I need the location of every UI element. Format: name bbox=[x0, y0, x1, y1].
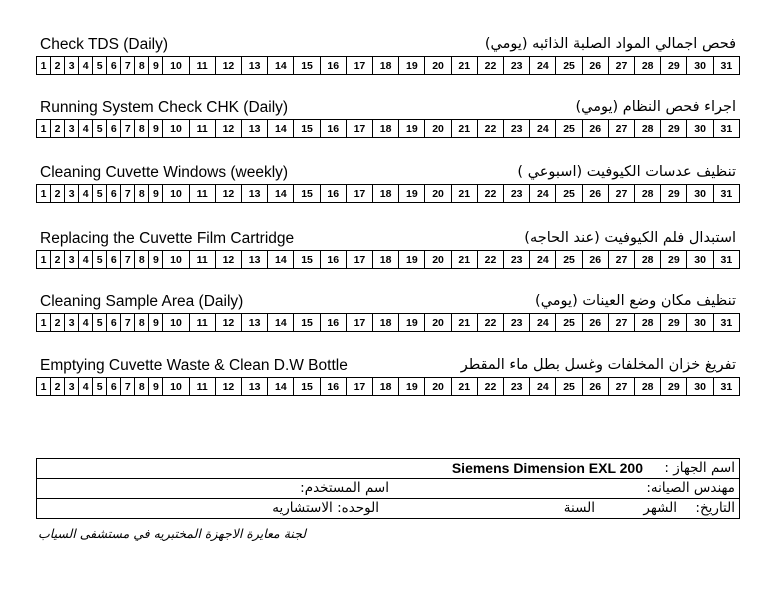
day-cell[interactable]: 23 bbox=[504, 378, 530, 396]
day-cell[interactable]: 13 bbox=[242, 185, 268, 203]
day-cell[interactable]: 14 bbox=[268, 57, 294, 75]
day-cell[interactable]: 22 bbox=[477, 120, 503, 138]
day-cell[interactable]: 30 bbox=[687, 314, 713, 332]
day-cell[interactable]: 24 bbox=[530, 251, 556, 269]
day-cell[interactable]: 4 bbox=[79, 120, 93, 138]
day-cell[interactable]: 6 bbox=[107, 57, 121, 75]
day-cell[interactable]: 28 bbox=[635, 378, 661, 396]
section-title-arabic: تنظيف مكان وضع العينات (يومي) bbox=[535, 293, 736, 309]
day-cell[interactable]: 31 bbox=[713, 57, 739, 75]
day-cell[interactable]: 4 bbox=[79, 185, 93, 203]
day-cell[interactable]: 14 bbox=[268, 314, 294, 332]
day-cell[interactable]: 1 bbox=[37, 251, 51, 269]
day-cell[interactable]: 8 bbox=[135, 120, 149, 138]
day-cell[interactable]: 26 bbox=[582, 120, 608, 138]
day-cell[interactable]: 17 bbox=[346, 251, 372, 269]
unit-label: الوحده: الاستشاريه bbox=[272, 500, 379, 516]
day-cell[interactable]: 29 bbox=[661, 378, 687, 396]
day-cell[interactable]: 12 bbox=[215, 120, 241, 138]
day-cell[interactable]: 13 bbox=[242, 378, 268, 396]
day-cell[interactable]: 19 bbox=[399, 120, 425, 138]
day-grid bbox=[36, 250, 740, 269]
day-cell[interactable]: 10 bbox=[163, 378, 189, 396]
day-cell[interactable]: 17 bbox=[346, 378, 372, 396]
section-header bbox=[36, 34, 740, 56]
day-cell[interactable]: 8 bbox=[135, 185, 149, 203]
day-cell[interactable]: 25 bbox=[556, 314, 582, 332]
day-cell[interactable]: 12 bbox=[215, 185, 241, 203]
day-cell[interactable]: 18 bbox=[373, 120, 399, 138]
checklist-section bbox=[36, 291, 740, 332]
day-cell[interactable]: 30 bbox=[687, 251, 713, 269]
day-cell[interactable]: 9 bbox=[149, 314, 163, 332]
day-cell[interactable]: 29 bbox=[661, 120, 687, 138]
day-cell[interactable]: 19 bbox=[399, 378, 425, 396]
day-cell[interactable]: 13 bbox=[242, 57, 268, 75]
checklist-section bbox=[36, 34, 740, 75]
checklist-section bbox=[36, 97, 740, 138]
day-cell[interactable]: 16 bbox=[320, 251, 346, 269]
day-cell[interactable]: 21 bbox=[451, 314, 477, 332]
day-cell[interactable]: 16 bbox=[320, 314, 346, 332]
day-row bbox=[37, 378, 740, 396]
section-title-english: Running System Check CHK (Daily) bbox=[40, 99, 289, 116]
day-row bbox=[37, 314, 740, 332]
day-cell[interactable]: 2 bbox=[51, 378, 65, 396]
section-title-english: Replacing the Cuvette Film Cartridge bbox=[40, 230, 295, 247]
day-cell[interactable]: 15 bbox=[294, 120, 320, 138]
day-cell[interactable]: 3 bbox=[65, 120, 79, 138]
day-cell[interactable]: 16 bbox=[320, 185, 346, 203]
day-cell[interactable]: 21 bbox=[451, 120, 477, 138]
day-cell[interactable]: 25 bbox=[556, 378, 582, 396]
day-cell[interactable]: 23 bbox=[504, 185, 530, 203]
day-cell[interactable]: 2 bbox=[51, 120, 65, 138]
day-cell[interactable]: 26 bbox=[582, 251, 608, 269]
day-cell[interactable]: 27 bbox=[608, 185, 634, 203]
day-cell[interactable]: 18 bbox=[373, 185, 399, 203]
section-title-english: Cleaning Sample Area (Daily) bbox=[40, 293, 244, 310]
day-cell[interactable]: 10 bbox=[163, 251, 189, 269]
day-cell[interactable]: 7 bbox=[121, 57, 135, 75]
day-cell[interactable]: 5 bbox=[93, 314, 107, 332]
section-header bbox=[36, 97, 740, 119]
day-cell[interactable]: 27 bbox=[608, 378, 634, 396]
section-title-english: Cleaning Cuvette Windows (weekly) bbox=[40, 164, 289, 181]
day-row bbox=[37, 185, 740, 203]
day-cell[interactable]: 28 bbox=[635, 185, 661, 203]
day-cell[interactable]: 5 bbox=[93, 120, 107, 138]
day-cell[interactable]: 21 bbox=[451, 251, 477, 269]
day-cell[interactable]: 1 bbox=[37, 120, 51, 138]
day-cell[interactable]: 23 bbox=[504, 314, 530, 332]
day-cell[interactable]: 20 bbox=[425, 120, 451, 138]
day-cell[interactable]: 18 bbox=[373, 57, 399, 75]
day-cell[interactable]: 22 bbox=[477, 378, 503, 396]
day-cell[interactable]: 7 bbox=[121, 314, 135, 332]
day-cell[interactable]: 13 bbox=[242, 314, 268, 332]
day-cell[interactable]: 2 bbox=[51, 251, 65, 269]
day-cell[interactable]: 6 bbox=[107, 185, 121, 203]
day-cell[interactable]: 4 bbox=[79, 378, 93, 396]
device-label: اسم الجهاز : bbox=[664, 460, 735, 476]
day-cell[interactable]: 25 bbox=[556, 251, 582, 269]
device-info-table bbox=[36, 458, 740, 519]
day-cell[interactable]: 30 bbox=[687, 120, 713, 138]
section-header bbox=[36, 355, 740, 377]
day-cell[interactable]: 21 bbox=[451, 57, 477, 75]
month-label: الشهر bbox=[643, 500, 677, 516]
day-cell[interactable]: 5 bbox=[93, 251, 107, 269]
day-cell[interactable]: 24 bbox=[530, 314, 556, 332]
day-cell[interactable]: 20 bbox=[425, 378, 451, 396]
day-cell[interactable]: 4 bbox=[79, 314, 93, 332]
day-row bbox=[37, 57, 740, 75]
day-cell[interactable]: 17 bbox=[346, 314, 372, 332]
day-cell[interactable]: 1 bbox=[37, 57, 51, 75]
section-header bbox=[36, 291, 740, 313]
day-cell[interactable]: 11 bbox=[189, 378, 215, 396]
checklist-section bbox=[36, 162, 740, 203]
section-title-arabic: استبدال فلم الكيوفيت (عند الحاجه) bbox=[524, 230, 736, 246]
day-cell[interactable]: 22 bbox=[477, 57, 503, 75]
day-cell[interactable]: 17 bbox=[346, 57, 372, 75]
day-cell[interactable]: 4 bbox=[79, 57, 93, 75]
day-cell[interactable]: 16 bbox=[320, 120, 346, 138]
day-cell[interactable]: 8 bbox=[135, 314, 149, 332]
day-cell[interactable]: 5 bbox=[93, 378, 107, 396]
day-grid bbox=[36, 313, 740, 332]
day-cell[interactable]: 19 bbox=[399, 251, 425, 269]
day-cell[interactable]: 6 bbox=[107, 251, 121, 269]
day-cell[interactable]: 3 bbox=[65, 251, 79, 269]
section-title-english: Emptying Cuvette Waste & Clean D.W Bottle bbox=[40, 357, 348, 374]
day-cell[interactable]: 19 bbox=[399, 185, 425, 203]
section-title-english: Check TDS (Daily) bbox=[40, 36, 169, 53]
day-cell[interactable]: 29 bbox=[661, 251, 687, 269]
day-cell[interactable]: 26 bbox=[582, 57, 608, 75]
day-cell[interactable]: 29 bbox=[661, 185, 687, 203]
section-header bbox=[36, 228, 740, 250]
day-grid bbox=[36, 56, 740, 75]
day-cell[interactable]: 10 bbox=[163, 57, 189, 75]
day-cell[interactable]: 26 bbox=[582, 314, 608, 332]
day-cell[interactable]: 19 bbox=[399, 314, 425, 332]
day-cell[interactable]: 29 bbox=[661, 57, 687, 75]
day-grid bbox=[36, 119, 740, 138]
day-cell[interactable]: 23 bbox=[504, 251, 530, 269]
section-title-arabic: اجراء فحص النظام (يومي) bbox=[575, 99, 736, 115]
day-cell[interactable]: 19 bbox=[399, 57, 425, 75]
day-cell[interactable]: 11 bbox=[189, 57, 215, 75]
day-cell[interactable]: 24 bbox=[530, 57, 556, 75]
day-cell[interactable]: 13 bbox=[242, 120, 268, 138]
day-cell[interactable]: 22 bbox=[477, 314, 503, 332]
day-cell[interactable]: 5 bbox=[93, 57, 107, 75]
day-cell[interactable]: 9 bbox=[149, 120, 163, 138]
day-cell[interactable]: 9 bbox=[149, 57, 163, 75]
day-cell[interactable]: 27 bbox=[608, 314, 634, 332]
day-cell[interactable]: 11 bbox=[189, 120, 215, 138]
day-cell[interactable]: 4 bbox=[79, 251, 93, 269]
day-cell[interactable]: 8 bbox=[135, 378, 149, 396]
day-cell[interactable]: 22 bbox=[477, 251, 503, 269]
day-cell[interactable]: 15 bbox=[294, 251, 320, 269]
day-cell[interactable]: 26 bbox=[582, 185, 608, 203]
day-cell[interactable]: 26 bbox=[582, 378, 608, 396]
year-label: السنة bbox=[563, 500, 595, 516]
day-cell[interactable]: 18 bbox=[373, 314, 399, 332]
day-cell[interactable]: 25 bbox=[556, 57, 582, 75]
day-cell[interactable]: 18 bbox=[373, 251, 399, 269]
day-cell[interactable]: 11 bbox=[189, 314, 215, 332]
day-cell[interactable]: 24 bbox=[530, 185, 556, 203]
day-cell[interactable]: 16 bbox=[320, 378, 346, 396]
day-cell[interactable]: 23 bbox=[504, 120, 530, 138]
day-cell[interactable]: 31 bbox=[713, 120, 739, 138]
section-title-arabic: تنظيف عدسات الكيوفيت (اسبوعي ) bbox=[517, 164, 736, 180]
day-cell[interactable]: 20 bbox=[425, 185, 451, 203]
day-cell[interactable]: 6 bbox=[107, 378, 121, 396]
day-cell[interactable]: 28 bbox=[635, 251, 661, 269]
day-cell[interactable]: 21 bbox=[451, 185, 477, 203]
day-cell[interactable]: 3 bbox=[65, 314, 79, 332]
day-cell[interactable]: 28 bbox=[635, 120, 661, 138]
day-cell[interactable]: 3 bbox=[65, 378, 79, 396]
user-label: اسم المستخدم: bbox=[300, 480, 389, 496]
day-cell[interactable]: 6 bbox=[107, 314, 121, 332]
day-cell[interactable]: 31 bbox=[713, 185, 739, 203]
day-cell[interactable]: 20 bbox=[425, 251, 451, 269]
engineer-row bbox=[37, 479, 740, 499]
day-cell[interactable]: 5 bbox=[93, 185, 107, 203]
day-cell[interactable]: 31 bbox=[713, 314, 739, 332]
day-cell[interactable]: 15 bbox=[294, 185, 320, 203]
day-cell[interactable]: 2 bbox=[51, 185, 65, 203]
device-name-value[interactable]: Siemens Dimension EXL 200 bbox=[451, 460, 643, 476]
committee-footer-note: لجنة معايرة الاجهزة المختبريه في مستشفى السياب bbox=[38, 526, 307, 541]
day-cell[interactable]: 9 bbox=[149, 378, 163, 396]
day-cell[interactable]: 9 bbox=[149, 251, 163, 269]
day-cell[interactable]: 14 bbox=[268, 185, 294, 203]
day-cell[interactable]: 15 bbox=[294, 378, 320, 396]
day-cell[interactable]: 10 bbox=[163, 185, 189, 203]
day-cell[interactable]: 27 bbox=[608, 251, 634, 269]
day-cell[interactable]: 31 bbox=[713, 378, 739, 396]
day-cell[interactable]: 3 bbox=[65, 185, 79, 203]
day-cell[interactable]: 2 bbox=[51, 57, 65, 75]
day-cell[interactable]: 15 bbox=[294, 57, 320, 75]
day-cell[interactable]: 11 bbox=[189, 251, 215, 269]
day-cell[interactable]: 7 bbox=[121, 378, 135, 396]
day-cell[interactable]: 14 bbox=[268, 378, 294, 396]
device-row bbox=[37, 459, 740, 479]
section-title-arabic: فحص اجمالي المواد الصلبة الذائبه (يومي) bbox=[484, 36, 736, 52]
day-cell[interactable]: 10 bbox=[163, 120, 189, 138]
day-cell[interactable]: 24 bbox=[530, 120, 556, 138]
day-cell[interactable]: 22 bbox=[477, 185, 503, 203]
day-cell[interactable]: 7 bbox=[121, 185, 135, 203]
day-cell[interactable]: 24 bbox=[530, 378, 556, 396]
day-cell[interactable]: 15 bbox=[294, 314, 320, 332]
day-cell[interactable]: 13 bbox=[242, 251, 268, 269]
day-cell[interactable]: 12 bbox=[215, 314, 241, 332]
checklist-section bbox=[36, 228, 740, 269]
day-grid bbox=[36, 377, 740, 396]
day-cell[interactable]: 21 bbox=[451, 378, 477, 396]
date-row bbox=[37, 499, 740, 519]
day-cell[interactable]: 25 bbox=[556, 185, 582, 203]
day-cell[interactable]: 2 bbox=[51, 314, 65, 332]
section-header bbox=[36, 162, 740, 184]
day-cell[interactable]: 28 bbox=[635, 57, 661, 75]
day-cell[interactable]: 30 bbox=[687, 57, 713, 75]
day-cell[interactable]: 18 bbox=[373, 378, 399, 396]
day-cell[interactable]: 14 bbox=[268, 120, 294, 138]
day-cell[interactable]: 31 bbox=[713, 251, 739, 269]
day-cell[interactable]: 28 bbox=[635, 314, 661, 332]
day-cell[interactable]: 30 bbox=[687, 185, 713, 203]
day-cell[interactable]: 29 bbox=[661, 314, 687, 332]
day-cell[interactable]: 1 bbox=[37, 314, 51, 332]
day-cell[interactable]: 1 bbox=[37, 185, 51, 203]
day-cell[interactable]: 14 bbox=[268, 251, 294, 269]
day-cell[interactable]: 20 bbox=[425, 314, 451, 332]
checklist-section bbox=[36, 355, 740, 396]
day-cell[interactable]: 10 bbox=[163, 314, 189, 332]
day-row bbox=[37, 120, 740, 138]
day-cell[interactable]: 6 bbox=[107, 120, 121, 138]
day-cell[interactable]: 7 bbox=[121, 251, 135, 269]
day-cell[interactable]: 12 bbox=[215, 378, 241, 396]
day-cell[interactable]: 1 bbox=[37, 378, 51, 396]
day-row bbox=[37, 251, 740, 269]
date-label: التاريخ: bbox=[695, 500, 735, 516]
day-cell[interactable]: 25 bbox=[556, 120, 582, 138]
day-cell[interactable]: 3 bbox=[65, 57, 79, 75]
day-cell[interactable]: 8 bbox=[135, 57, 149, 75]
day-grid bbox=[36, 184, 740, 203]
day-cell[interactable]: 20 bbox=[425, 57, 451, 75]
day-cell[interactable]: 27 bbox=[608, 57, 634, 75]
day-cell[interactable]: 12 bbox=[215, 251, 241, 269]
day-cell[interactable]: 17 bbox=[346, 120, 372, 138]
day-cell[interactable]: 30 bbox=[687, 378, 713, 396]
day-cell[interactable]: 17 bbox=[346, 185, 372, 203]
section-title-arabic: تفريغ خزان المخلفات وغسل بطل ماء المقطر bbox=[460, 357, 736, 373]
day-cell[interactable]: 9 bbox=[149, 185, 163, 203]
engineer-label: مهندس الصيانه: bbox=[646, 480, 735, 496]
day-cell[interactable]: 11 bbox=[189, 185, 215, 203]
day-cell[interactable]: 23 bbox=[504, 57, 530, 75]
day-cell[interactable]: 27 bbox=[608, 120, 634, 138]
day-cell[interactable]: 16 bbox=[320, 57, 346, 75]
day-cell[interactable]: 8 bbox=[135, 251, 149, 269]
day-cell[interactable]: 7 bbox=[121, 120, 135, 138]
day-cell[interactable]: 12 bbox=[215, 57, 241, 75]
